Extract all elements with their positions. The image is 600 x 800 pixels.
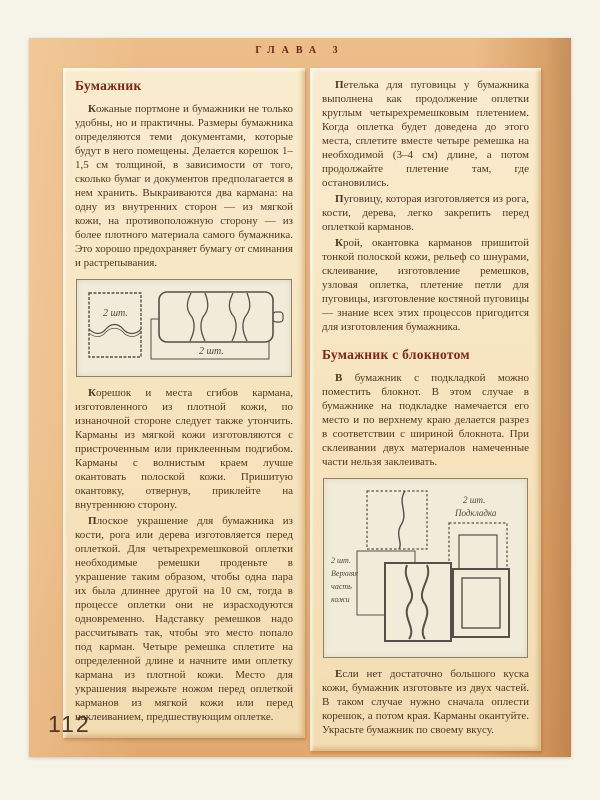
- side-label-line3: часть: [330, 582, 352, 591]
- chapter-header: ГЛАВА 3: [255, 45, 345, 56]
- wallet-pattern-drawing: [81, 286, 287, 370]
- pocket-wavy-cut: [89, 325, 141, 334]
- section-heading-wallet-notebook: Бумажник с блокнотом: [322, 347, 470, 362]
- page-number: 112: [48, 711, 91, 737]
- side-label-line1: 2 шт.: [330, 556, 351, 565]
- flap-piece-outline: [367, 491, 427, 549]
- paragraph: В бумажник с подкладкой можно поместить блокнот. В этом случае в бумажнике на подкладке намечается его место и по верхнему краю делается разрез в соответствии с шириной блокнота. При склеивании двух материалов намеченные части нельзя заклеивать.: [322, 372, 529, 468]
- lining-count-label: 2 шт.: [462, 495, 485, 505]
- side-label-line4: кожи: [330, 595, 350, 604]
- wallet-notebook-pattern-figure: [323, 478, 528, 658]
- right-column-panel: [310, 68, 541, 751]
- section-heading-wallet: Бумажник: [75, 78, 142, 93]
- paragraph: Пуговицу, которая изготовляется из рога, кости, дерева, легко закрепить перед оплеткой карманов.: [322, 193, 529, 233]
- paragraph: Плоское украшение для бумажника из кости, рога или дерева изготовляется перед оплеткой. Для четырехремешковой оплетки необходимые ремешки проденьте в украшение таким образом, чтобы одна пара их была длиннее другой на 10 см, тогда в процессе оплетки они не израсходуются одновременно. Надставку ремешков надо рассчитывать так, чтобы это место попало под карман. Четыре ремешка сплетите на определенной длине и начните ими оплетку кармана из плотной кожи. Место для украшения вырежьте ножом перед оплеткой карманов из мягкой кожи или перед наклеиванием, предшествующим оплетке.: [75, 515, 293, 723]
- wallet-notebook-pattern-drawing: [329, 485, 523, 651]
- wallet-body-outline: [159, 292, 273, 342]
- flap-wavy-cut: [398, 491, 404, 549]
- two-column-layout: [63, 68, 541, 751]
- book-page: [29, 38, 571, 757]
- pocket-wavy-cut-2: [89, 328, 141, 336]
- paragraph: Корешок и места сгибов кармана, изготовленного из плотной кожи, по изнаночной стороне следует также утончить. Карманы из мягкой кожи изготовляются с пристроченным или приклеенным подгибом. Карманы с волнистым краем лучше окантовать полоской кожи. Пришитую окантовку, отвернув, приклейте на внутреннюю сторону.: [75, 387, 293, 511]
- figure-label-left: 2 шт.: [103, 308, 128, 319]
- side-label-line2: Верхняя: [330, 569, 358, 578]
- paragraph: Кожаные портмоне и бумажники не только удобны, но и практичны. Размеры бумажника определяются теми документами, которые будут в него помещены. Делается корешок 1–1,5 см толщиной, в зависимости от того, сколько бумаг и документов предполагается в нем хранить. Выкраиваются два кармана: на одну из внутренних сторон — из мягкой кожи, на противоположную сторону — из более плотного материала самого бумажника. Это хорошо предохраняет бумагу от сминания и растрепывания.: [75, 103, 293, 269]
- paragraph: Крой, окантовка карманов пришитой тонкой полоской кожи, рельеф со шнурами, склеивание, изготовление ремешков, узловая оплетка, плетение петли для пуговицы, изготовление костяной пуговицы — знание всех этих процессов пригодится для изготовления бумажника.: [322, 237, 529, 333]
- left-column-panel: [63, 68, 305, 738]
- paragraph: Петелька для пуговицы у бумажника выполнена как продолжение оплетки круглым четырехремешковым плетением. Когда оплетка будет доведена до этого места, сплетите вместе четыре ремешка на необходимой (3–4 см) длине, а потом продолжайте плетение там, где остановились.: [322, 79, 529, 189]
- wallet-pattern-figure: [76, 279, 292, 377]
- figure-label-right: 2 шт.: [199, 346, 224, 357]
- paragraph: Если нет достаточно большого куска кожи, бумажник изготовьте из двух частей. В таком случае нужно сначала оплести корешок, а потом края. Карманы окантуйте. Украсьте бумажник по своему вкусу.: [322, 668, 529, 736]
- top-leather-piece-outline: [385, 563, 451, 641]
- lining-name-label: Подкладка: [454, 508, 496, 518]
- button-tab: [273, 312, 283, 322]
